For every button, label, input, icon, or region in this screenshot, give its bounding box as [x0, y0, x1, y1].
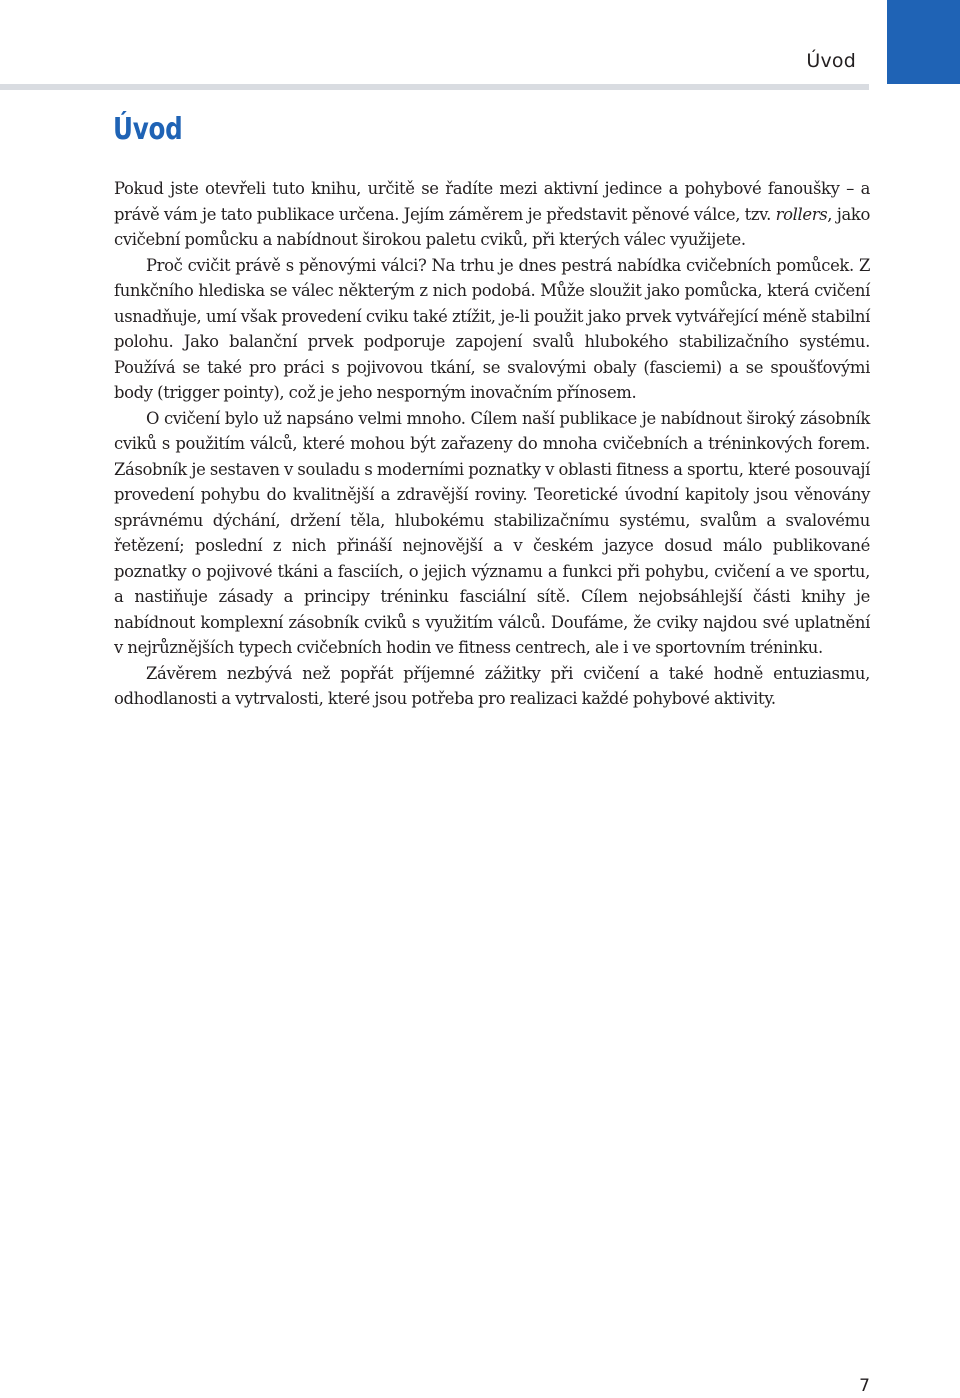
paragraph-1-before: Pokud jste otevřeli tuto knihu, určitě se řadíte mezi aktivní jedince a pohybové fanoušky – a právě vám je tato publikace určena. Jejím záměrem je představit pěnové válce, tzv.: [114, 179, 870, 224]
paragraph-3: O cvičení bylo už napsáno velmi mnoho. Cílem naší publikace je nabídnout široký zásobník cviků s použitím válců, které mohou být zařazeny do mnoha cvičebních a tréninkových forem. Zásobník je sestaven v souladu s moderními poznatky v oblasti fitness a sportu, které posouvají provedení pohybu do kvalitnější a zdravější roviny. Teoretické úvodní kapitoly jsou věnovány správnému dýchání, držení těla, hlubokému stabilizačnímu systému, svalům a svalovému řetězení; poslední z nich přináší nejnovější a v českém jazyce dosud málo publikované poznatky o pojivové tkáni a fasciích, o jejich významu a funkci při pohybu, cvičení a ve sportu, a nastiňuje zásady a principy tréninku fasciální sítě. Cílem nejobsáhlejší části knihy je nabídnout komplexní zásobník cviků s využitím válců. Doufáme, že cviky najdou své uplatnění v nejrůznějších typech cvičebních hodin ve fitness centrech, ale i ve sportovním tréninku.: [114, 408, 870, 657]
paragraph-1-italic-term: rollers: [775, 204, 828, 224]
chapter-title: Úvod: [113, 112, 183, 147]
running-header: Úvod: [806, 50, 856, 72]
page-number: 7: [859, 1376, 870, 1396]
header-rule: [0, 84, 869, 90]
chapter-color-tab: [887, 0, 960, 84]
paragraph-1: [114, 176, 870, 253]
paragraph-1-after: , jako cvičební pomůcku a nabídnout širokou paletu cviků, při kterých válec využijete.: [114, 204, 871, 249]
chapter-body: [114, 176, 870, 712]
paragraph-2: Proč cvičit právě s pěnovými válci? Na trhu je dnes pestrá nabídka cvičebních pomůcek. Z funkčního hlediska se válec některým z nich podobá. Může sloužit jako pomůcka, která cvičení usnadňuje, umí však provedení cviku také ztížit, je-li použit jako prvek vytvářející méně stabilní polohu. Jako balanční prvek podporuje zapojení svalů hlubokého stabilizačního systému. Používá se také pro práci s pojivovou tkání, se svalovými obaly (fasciemi) a se spoušťovými body (trigger pointy), což je jeho nesporným inovačním přínosem.: [114, 255, 870, 402]
paragraph-4: Závěrem nezbývá než popřát příjemné zážitky při cvičení a také hodně entuziasmu, odhodlanosti a vytrvalosti, které jsou potřeba pro realizaci každé pohybové aktivity.: [114, 663, 870, 708]
